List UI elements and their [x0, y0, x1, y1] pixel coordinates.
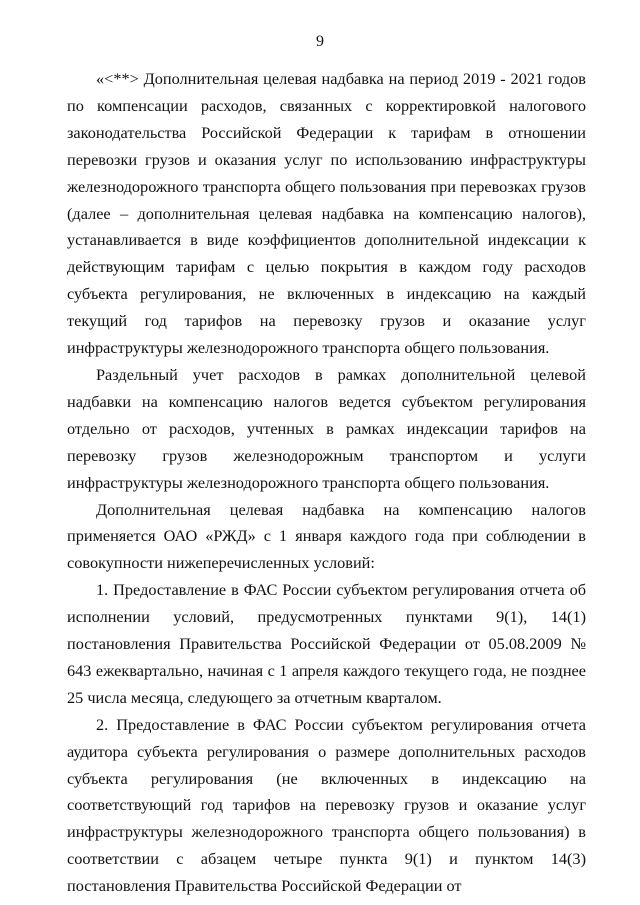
paragraph-condition-2: 2. Предоставление в ФАС России субъектом регулирования отчета аудитора субъекта регулирования о размере дополнительных расходов субъекта регулирования (не включенных в индексацию на соответствующий год тарифов на перевозку грузов и оказание услуг инфраструктуры железнодорожного транспорта общего пользования) в соответствии с абзацем четыре пункта 9(1) и пунктом 14(3) постановления Правительства Российской Федерации от	[67, 714, 586, 896]
body-text	[67, 66, 586, 900]
page-number: 9	[316, 33, 324, 50]
paragraph-separate-accounting: Раздельный учет расходов в рамках дополнительной целевой надбавки на компенсацию налогов ведется субъектом регулирования отдельно от расходов, учтенных в рамках индексации тарифов на перевозку грузов железнодорожным транспортом и услуги инфраструктуры железнодорожного транспорта общего пользования.	[67, 364, 586, 492]
paragraph-additional-surcharge: «<**> Дополнительная целевая надбавка на период 2019 - 2021 годов по компенсации расходов, связанных с корректировкой налогового законодательства Российской Федерации к тарифам в отношении перевозки грузов и оказания услуг по использованию инфраструктуры железнодорожного транспорта общего пользования при перевозках грузов (далее – дополнительная целевая надбавка на компенсацию налогов), устанавливается в виде коэффициентов дополнительной индексации к действующим тарифам с целью покрытия в каждом году расходов субъекта регулирования, не включенных в индексацию на каждый текущий год тарифов на перевозку грузов и оказание услуг инфраструктуры железнодорожного транспорта общего пользования.	[67, 69, 586, 358]
paragraph-condition-1: 1. Предоставление в ФАС России субъектом регулирования отчета об исполнении условий, предусмотренных пунктами 9(1), 14(1) постановления Правительства Российской Федерации от 05.08.2009 № 643 ежеквартально, начиная с 1 апреля каждого текущего года, не позднее 25 числа месяца, следующего за отчетным кварталом.	[67, 580, 586, 707]
paragraph-application-conditions: Дополнительная целевая надбавка на компенсацию налогов применяется ОАО «РЖД» с 1 января каждого года при соблюдении в совокупности нижеперечисленных условий:	[67, 499, 586, 573]
